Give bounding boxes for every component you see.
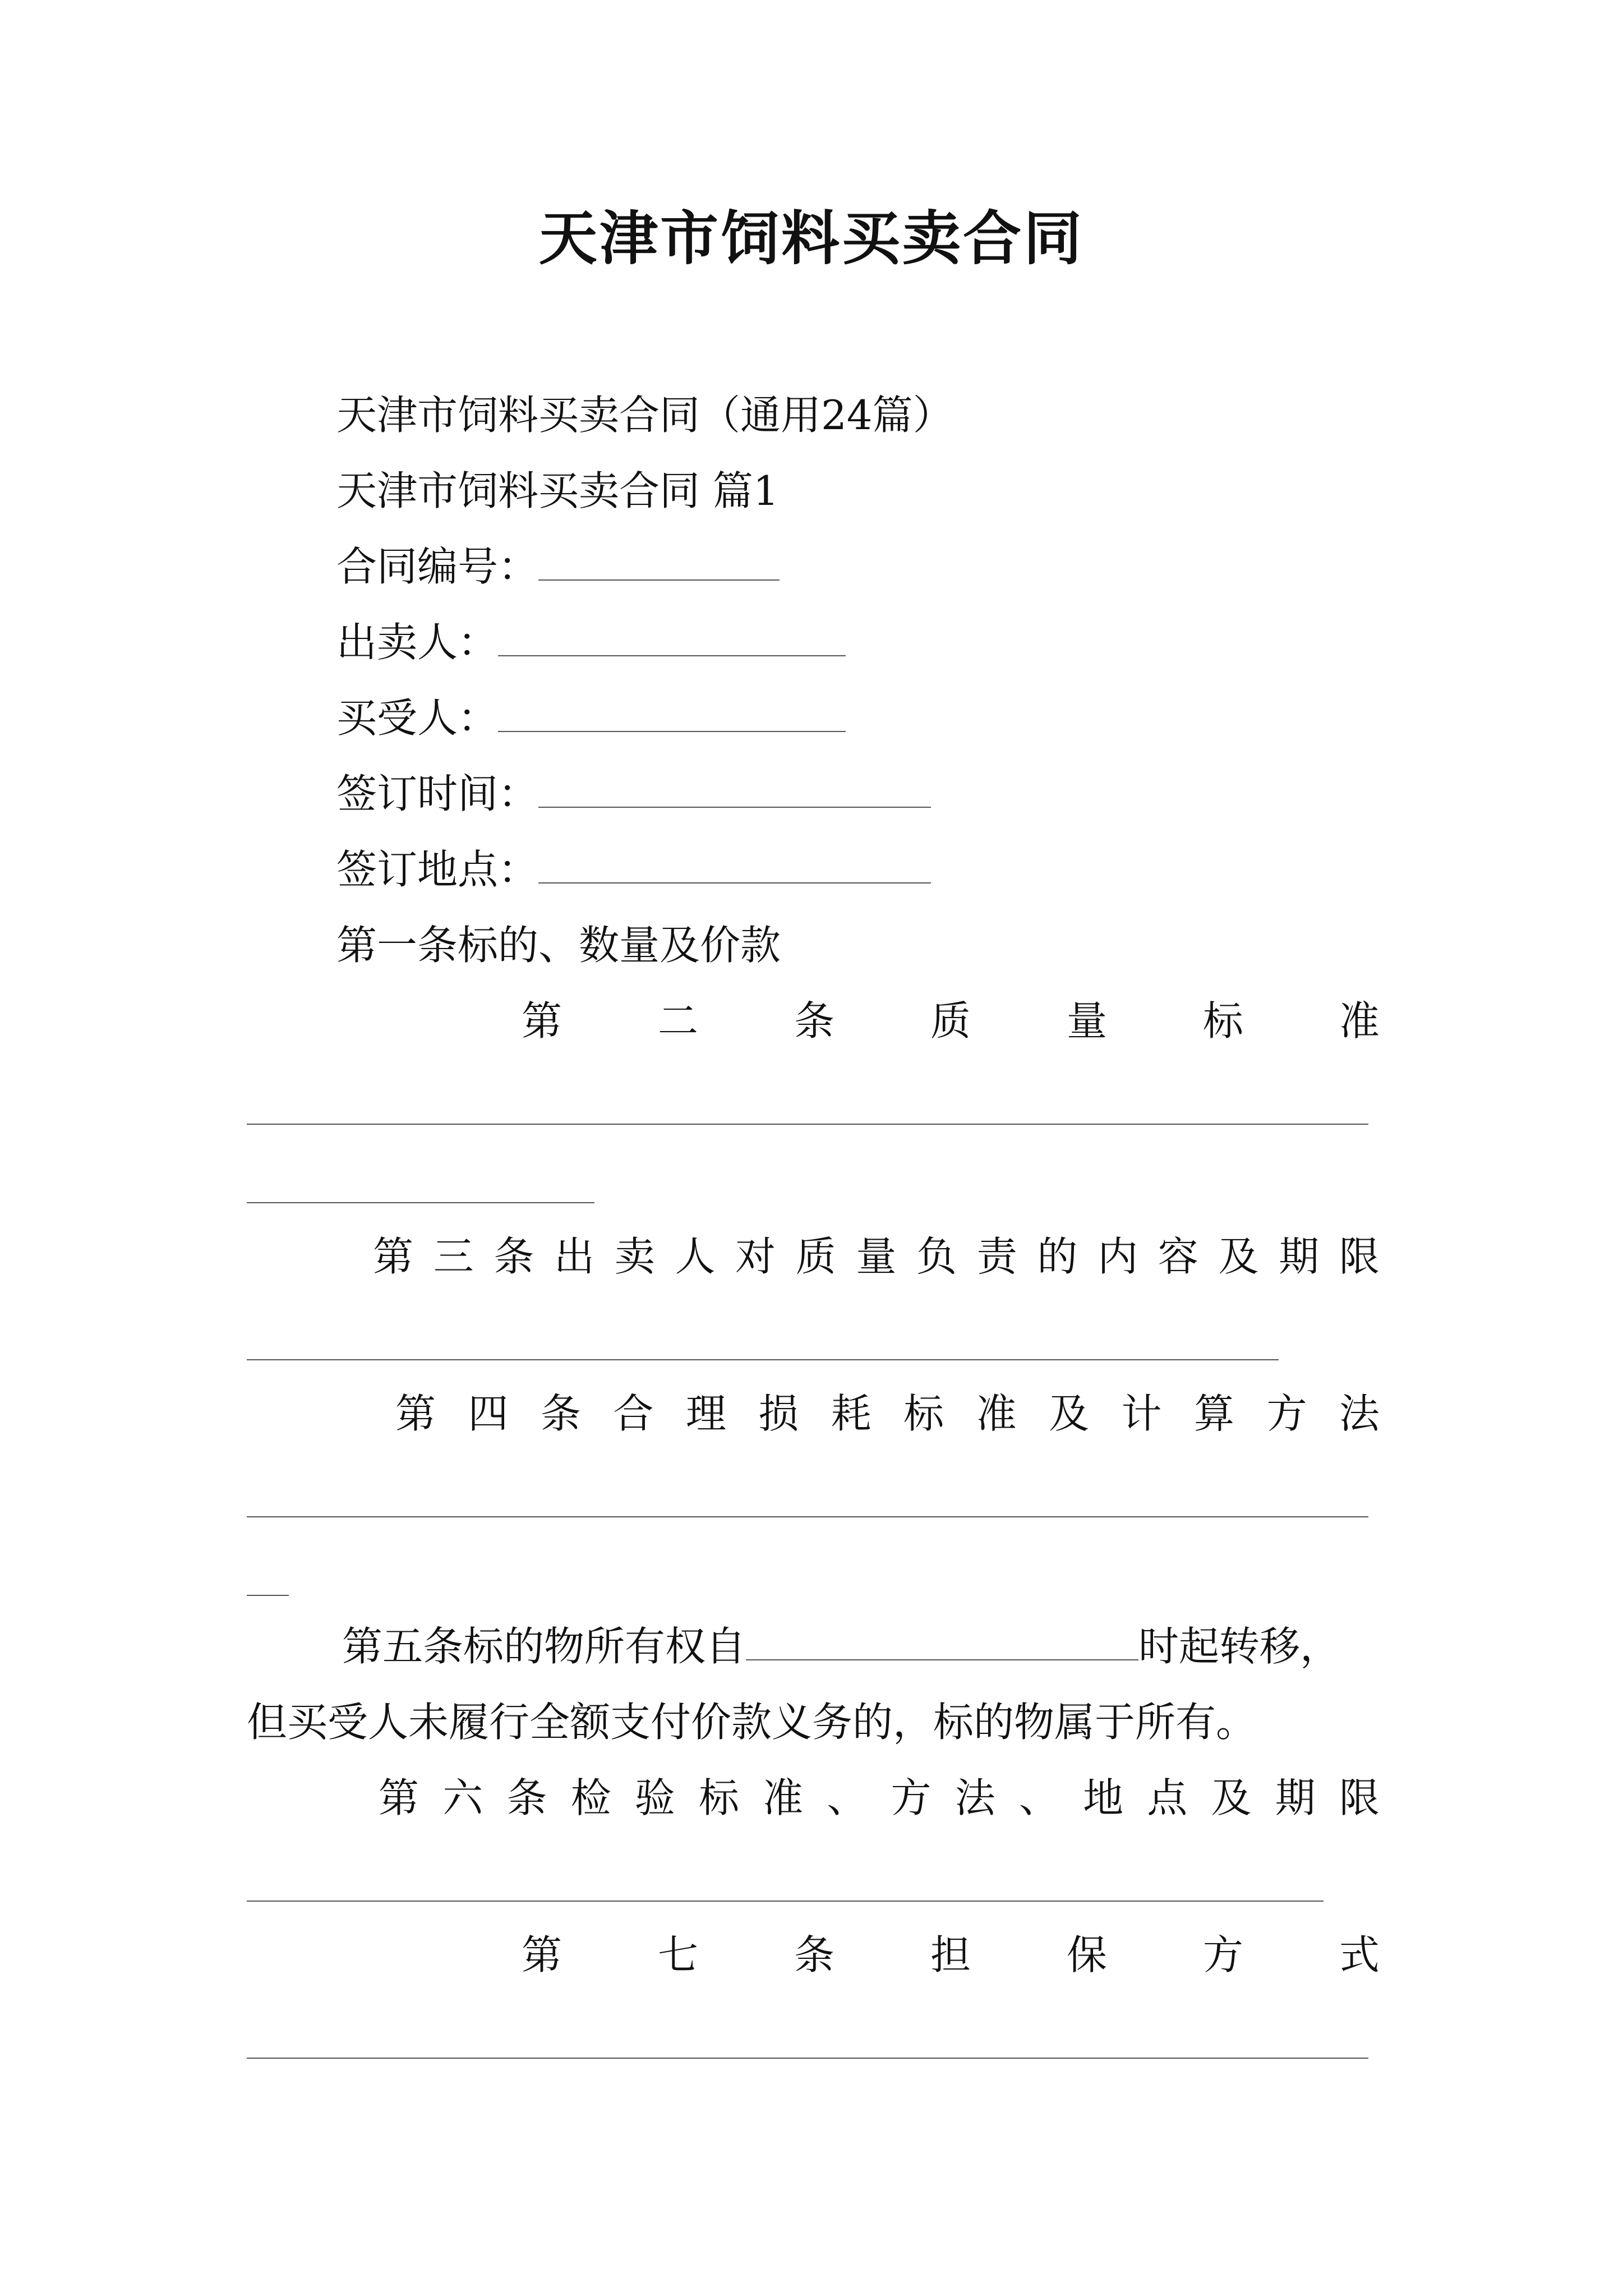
- clause-4-char: 损: [758, 1390, 799, 1437]
- clause-3: [373, 1228, 1380, 1285]
- clause-3-char: 容: [1158, 1233, 1198, 1280]
- clause-4-char: 方: [1266, 1390, 1307, 1437]
- sign-time-field: [336, 766, 931, 822]
- sign-place-label: 签订地点：: [336, 846, 539, 893]
- clause-5-line-2: 但买受人未履行全额支付价款义务的，标的物属于所有。: [247, 1699, 1257, 1746]
- clause-6-char: 六: [442, 1774, 483, 1821]
- buyer-blank[interactable]: [498, 697, 846, 732]
- clause-4-char: 耗: [831, 1390, 872, 1437]
- clause-4-char: 计: [1121, 1390, 1162, 1437]
- clause-2: [522, 993, 1380, 1049]
- clause-4-char: 及: [1049, 1390, 1090, 1437]
- clause-3-char: 质: [795, 1233, 836, 1280]
- clause-4-blank-line-2[interactable]: [247, 1595, 289, 1596]
- part-heading: 天津市饲料买卖合同 篇1: [336, 467, 779, 514]
- clause-7-char: 条: [794, 1931, 834, 1978]
- clause-3-char: 限: [1339, 1233, 1380, 1280]
- clause-4-blank-line-1[interactable]: [247, 1516, 1368, 1517]
- clause-4-char: 法: [1339, 1390, 1380, 1437]
- clause-4-char: 合: [613, 1390, 654, 1437]
- clause-7-char: 保: [1066, 1931, 1107, 1978]
- clause-3-char: 的: [1037, 1233, 1078, 1280]
- clause-5-line-1: [342, 1618, 1340, 1674]
- clause-4: [395, 1386, 1380, 1442]
- clause-6-blank-line[interactable]: [247, 1901, 1324, 1902]
- clause-3-char: 条: [494, 1233, 534, 1280]
- clause-6-char: 标: [698, 1774, 739, 1821]
- contract-number-field: [336, 539, 780, 595]
- clause-6-char: 条: [506, 1774, 547, 1821]
- clause-2-char: 条: [794, 997, 834, 1045]
- seller-label: 出卖人：: [336, 619, 499, 666]
- clause-6-char: 及: [1211, 1774, 1252, 1821]
- clause-3-char: 第: [373, 1233, 414, 1280]
- clause-6-char: 检: [570, 1774, 611, 1821]
- clause-2-char: 第: [522, 997, 562, 1045]
- clause-7-char: 七: [657, 1931, 698, 1978]
- clause-3-char: 及: [1218, 1233, 1259, 1280]
- clause-4-char: 四: [468, 1390, 509, 1437]
- sign-time-label: 签订时间：: [336, 770, 539, 817]
- clause-6-char: 期: [1275, 1774, 1316, 1821]
- clause-3-char: 对: [735, 1233, 776, 1280]
- clause-7-char: 担: [930, 1931, 971, 1978]
- clause-4-char: 第: [395, 1390, 436, 1437]
- clause-1: 第一条标的、数量及价款: [336, 922, 781, 969]
- clause-5-blank[interactable]: [746, 1626, 1138, 1660]
- clause-3-char: 负: [916, 1233, 957, 1280]
- clause-4-char: 条: [540, 1390, 581, 1437]
- clause-2-blank-line-1[interactable]: [247, 1124, 1368, 1125]
- sign-place-blank[interactable]: [538, 849, 931, 884]
- clause-2-blank-line-2[interactable]: [247, 1202, 594, 1203]
- sign-time-blank[interactable]: [538, 773, 931, 808]
- clause-4-char: 标: [903, 1390, 944, 1437]
- clause-6-char: 方: [891, 1774, 932, 1821]
- clause-4-char: 算: [1193, 1390, 1234, 1437]
- clause-6-char: 准: [763, 1774, 804, 1821]
- contract-number-blank[interactable]: [538, 546, 780, 581]
- clause-6-char: 、: [827, 1774, 868, 1821]
- clause-6-char: 地: [1083, 1774, 1124, 1821]
- clause-3-char: 三: [433, 1233, 474, 1280]
- clause-6-char: 验: [634, 1774, 675, 1821]
- clause-3-char: 责: [976, 1233, 1017, 1280]
- clause-3-char: 量: [856, 1233, 897, 1280]
- contract-number-label: 合同编号：: [336, 543, 539, 590]
- clause-2-char: 质: [930, 997, 971, 1045]
- clause-7-char: 第: [522, 1931, 562, 1978]
- clause-7: [522, 1927, 1380, 1983]
- clause-5-text-1: 第五条标的物所有权自: [342, 1623, 746, 1670]
- clause-3-blank-line[interactable]: [247, 1359, 1279, 1360]
- document-subtitle: 天津市饲料买卖合同（通用24篇）: [336, 392, 953, 439]
- clause-7-char: 式: [1339, 1931, 1380, 1978]
- seller-blank[interactable]: [498, 622, 846, 656]
- clause-4-char: 准: [976, 1390, 1017, 1437]
- seller-field: [336, 614, 846, 670]
- clause-7-blank-line[interactable]: [247, 2058, 1368, 2059]
- clause-6-char: 点: [1147, 1774, 1188, 1821]
- clause-6: [379, 1770, 1380, 1826]
- clause-3-char: 期: [1279, 1233, 1320, 1280]
- clause-6-char: 、: [1018, 1774, 1059, 1821]
- buyer-field: [336, 690, 846, 746]
- clause-5-text-2: 时起转移，: [1138, 1623, 1341, 1670]
- clause-3-char: 内: [1098, 1233, 1138, 1280]
- clause-7-char: 方: [1202, 1931, 1243, 1978]
- clause-3-char: 出: [554, 1233, 595, 1280]
- clause-6-char: 法: [955, 1774, 995, 1821]
- clause-2-char: 标: [1202, 997, 1243, 1045]
- clause-6-char: 限: [1339, 1774, 1380, 1821]
- document-title: 天津市饲料买卖合同: [538, 204, 1084, 273]
- clause-6-char: 第: [379, 1774, 419, 1821]
- clause-3-char: 人: [675, 1233, 716, 1280]
- clause-2-char: 二: [657, 997, 698, 1045]
- clause-2-char: 量: [1066, 997, 1107, 1045]
- clause-2-char: 准: [1339, 997, 1380, 1045]
- clause-4-char: 理: [685, 1390, 726, 1437]
- buyer-label: 买受人：: [336, 694, 499, 742]
- clause-3-char: 卖: [614, 1233, 655, 1280]
- sign-place-field: [336, 841, 931, 898]
